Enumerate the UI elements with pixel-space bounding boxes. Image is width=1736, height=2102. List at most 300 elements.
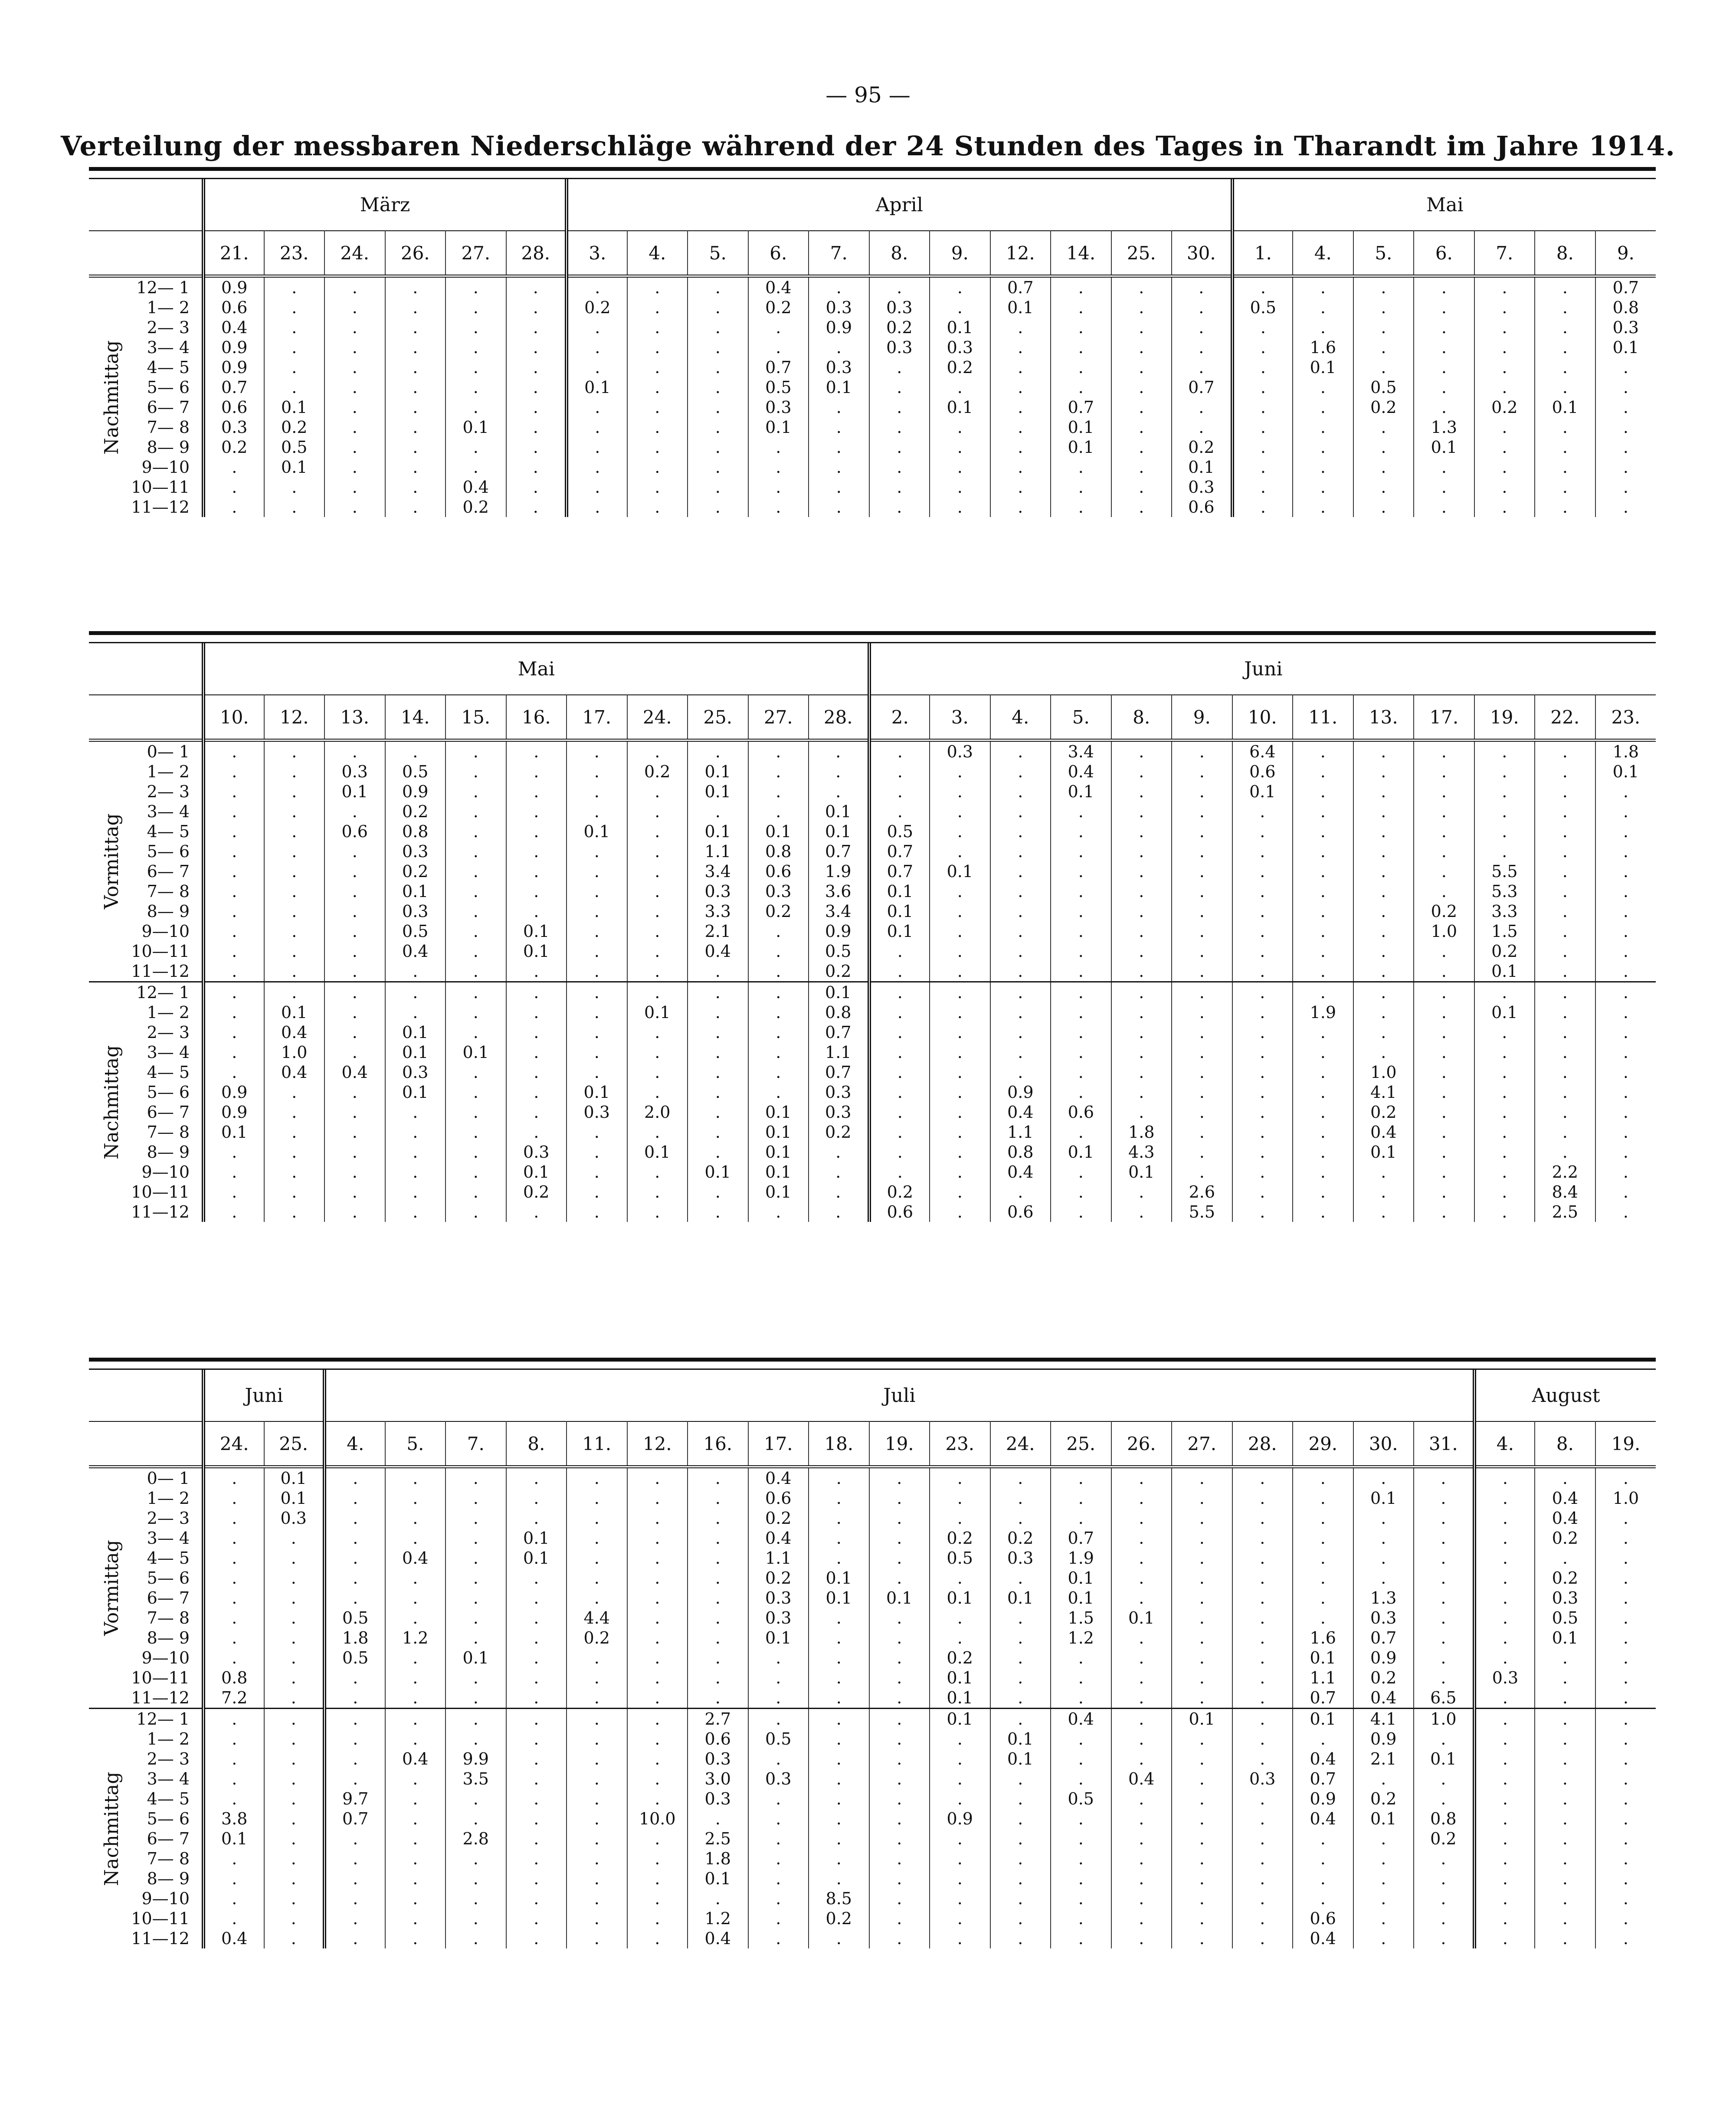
value-cell: . (203, 457, 264, 477)
value-cell: . (1232, 1628, 1293, 1648)
value-cell: . (385, 357, 446, 377)
value-cell: . (264, 1142, 325, 1162)
value-cell: . (567, 1202, 627, 1222)
value-cell: . (688, 1588, 748, 1608)
value-cell: . (445, 762, 506, 782)
period-label: Nachmittag (101, 1771, 123, 1886)
value-cell: . (445, 1022, 506, 1042)
value-cell: . (1111, 1488, 1172, 1508)
table-row (89, 982, 1656, 1003)
value-cell: . (869, 740, 930, 762)
value-cell: . (627, 497, 688, 517)
value-cell: . (203, 1202, 264, 1222)
value-cell: 0.7 (809, 1022, 869, 1042)
value-cell: 0.1 (506, 921, 567, 941)
value-cell: . (1111, 1467, 1172, 1489)
value-cell: . (1623, 1729, 1628, 1748)
value-cell: 0.2 (1353, 1102, 1414, 1122)
value-cell: . (627, 1608, 688, 1628)
month-header: Juli (324, 1370, 1474, 1421)
value-cell: 0.1 (1232, 782, 1293, 802)
value-cell: . (264, 477, 325, 497)
value-cell: . (748, 762, 809, 782)
value-cell: 3.3 (1474, 901, 1535, 921)
value-cell: . (990, 1467, 1051, 1489)
day-header: 5. (1051, 695, 1111, 740)
value-cell: . (1623, 1509, 1628, 1528)
value-cell: . (1293, 802, 1353, 822)
value-cell: 8.5 (809, 1889, 869, 1909)
value-cell: . (869, 762, 930, 782)
value-cell: 0.1 (1293, 1648, 1353, 1668)
value-cell: . (445, 337, 506, 357)
value-cell: . (567, 1568, 627, 1588)
value-cell: . (445, 1528, 506, 1548)
value-cell: . (567, 802, 627, 822)
value-cell: . (809, 477, 869, 497)
value-cell: 0.9 (385, 782, 446, 802)
value-cell: . (1623, 438, 1628, 457)
value-cell: . (1414, 1769, 1474, 1789)
value-cell: . (203, 1869, 264, 1889)
value-cell: . (1293, 457, 1353, 477)
day-header: 27. (445, 231, 506, 276)
value-cell: . (1414, 1568, 1474, 1588)
value-cell: 0.3 (869, 298, 930, 318)
table-row (89, 802, 1656, 822)
table-row (89, 318, 1656, 337)
value-cell: . (324, 841, 385, 861)
table-row (89, 740, 1656, 762)
table-row (89, 1142, 1656, 1162)
value-cell: . (990, 477, 1051, 497)
value-cell: . (748, 961, 809, 982)
value-cell: . (1293, 1488, 1353, 1508)
value-cell: . (1623, 1043, 1628, 1062)
value-cell: . (1172, 1528, 1232, 1548)
value-cell: . (264, 1688, 325, 1709)
hour-label: 6— 7 (89, 861, 203, 881)
value-cell: . (1414, 1508, 1474, 1528)
value-cell: . (1353, 1508, 1414, 1528)
value-cell: . (264, 1082, 325, 1102)
value-cell: 0.1 (809, 377, 869, 397)
value-cell: . (506, 1729, 567, 1749)
value-cell: . (627, 1122, 688, 1142)
value-cell: . (809, 1162, 869, 1182)
value-cell: 0.7 (1172, 377, 1232, 397)
value-cell: 0.7 (1293, 1769, 1353, 1789)
value-cell: . (869, 1668, 930, 1688)
day-header: 18. (809, 1421, 869, 1467)
value-cell: . (1111, 1568, 1172, 1588)
value-cell: 0.9 (1353, 1729, 1414, 1749)
value-cell: . (203, 961, 264, 982)
day-header: 17. (1414, 695, 1474, 740)
day-header: 14. (385, 695, 446, 740)
value-cell: . (203, 1022, 264, 1042)
value-cell: . (264, 1729, 325, 1749)
value-cell: . (385, 1668, 446, 1688)
value-cell: . (385, 1729, 446, 1749)
value-cell: . (930, 417, 990, 437)
value-cell: . (1535, 802, 1595, 822)
value-cell: . (1051, 1082, 1111, 1102)
value-cell: . (1172, 1789, 1232, 1809)
value-cell: 0.9 (809, 318, 869, 337)
value-cell: . (1414, 1062, 1474, 1082)
value-cell: . (264, 1789, 325, 1809)
value-cell: . (1535, 1142, 1595, 1162)
value-cell: . (324, 1668, 385, 1688)
value-cell: 1.1 (809, 1042, 869, 1062)
value-cell: . (1172, 1729, 1232, 1749)
value-cell: . (1414, 1202, 1474, 1222)
value-cell: . (567, 1688, 627, 1709)
value-cell: . (1172, 1062, 1232, 1082)
value-cell: . (990, 437, 1051, 457)
value-cell: . (1172, 762, 1232, 782)
value-cell: 4.4 (567, 1608, 627, 1628)
value-cell: 0.5 (869, 822, 930, 841)
value-cell: 0.4 (1353, 1688, 1414, 1709)
value-cell: . (688, 1568, 748, 1588)
value-cell: . (1414, 1142, 1474, 1162)
value-cell: . (1474, 1829, 1535, 1849)
value-cell: 0.3 (869, 337, 930, 357)
value-cell: . (1414, 1022, 1474, 1042)
value-cell: . (1172, 1022, 1232, 1042)
value-cell: 0.1 (1051, 1142, 1111, 1162)
value-cell: . (930, 276, 990, 298)
corner-cell (89, 1370, 203, 1421)
value-cell: . (869, 1082, 930, 1102)
value-cell: . (567, 457, 627, 477)
value-cell: . (324, 1849, 385, 1869)
value-cell: . (869, 1548, 930, 1568)
value-cell: . (203, 740, 264, 762)
value-cell: . (1293, 1062, 1353, 1082)
value-cell: . (1353, 1548, 1414, 1568)
day-header: 7. (1474, 231, 1535, 276)
value-cell: . (1474, 1528, 1535, 1548)
corner-cell (89, 231, 203, 276)
value-cell: . (445, 941, 506, 961)
value-cell: . (264, 318, 325, 337)
value-cell: 3.6 (809, 881, 869, 901)
page-number: — 95 — (825, 82, 911, 108)
value-cell: . (324, 337, 385, 357)
value-cell: 0.5 (1535, 1608, 1595, 1628)
value-cell: . (1414, 740, 1474, 762)
value-cell: . (869, 1869, 930, 1889)
value-cell: . (688, 1182, 748, 1202)
value-cell: 0.1 (264, 457, 325, 477)
corner-cell (89, 643, 203, 695)
value-cell: 0.2 (567, 1628, 627, 1648)
value-cell: . (445, 822, 506, 841)
value-cell: 0.1 (1051, 782, 1111, 802)
value-cell: . (1051, 881, 1111, 901)
value-cell: . (1623, 1809, 1628, 1828)
value-cell: . (445, 377, 506, 397)
value-cell: . (385, 1909, 446, 1928)
value-cell: 1.0 (264, 1042, 325, 1062)
value-cell: . (445, 782, 506, 802)
value-cell: . (324, 1102, 385, 1122)
value-cell: 0.4 (203, 318, 264, 337)
value-cell: . (1111, 397, 1172, 417)
value-cell: 0.1 (445, 1042, 506, 1062)
value-cell: . (1623, 1909, 1628, 1928)
value-cell: . (1172, 1548, 1232, 1568)
value-cell: . (385, 1809, 446, 1829)
value-cell: 0.1 (748, 1142, 809, 1162)
value-cell: . (688, 397, 748, 417)
hour-label: 7— 8 (89, 881, 203, 901)
hour-label: 1— 2 (89, 1488, 203, 1508)
value-cell: 0.2 (809, 961, 869, 982)
value-cell: 0.4 (1293, 1809, 1353, 1829)
value-cell: . (1232, 1202, 1293, 1222)
value-cell: 0.8 (990, 1142, 1051, 1162)
value-cell: . (869, 1849, 930, 1869)
value-cell: . (869, 1809, 930, 1829)
value-cell: . (506, 1508, 567, 1528)
value-cell: . (203, 881, 264, 901)
value-cell: 0.1 (869, 901, 930, 921)
value-cell: . (1535, 1889, 1595, 1909)
value-cell: 1.5 (1474, 921, 1535, 941)
value-cell: . (1051, 1182, 1111, 1202)
value-cell: . (506, 1869, 567, 1889)
value-cell: . (930, 1608, 990, 1628)
value-cell: . (264, 982, 325, 1003)
value-cell: . (1474, 457, 1535, 477)
value-cell: . (1474, 1467, 1535, 1489)
value-cell: . (567, 1122, 627, 1142)
value-cell: . (1414, 1528, 1474, 1548)
value-cell: . (385, 1202, 446, 1222)
value-cell: 0.1 (869, 881, 930, 901)
value-cell: . (385, 377, 446, 397)
value-cell: . (324, 417, 385, 437)
day-header: 12. (627, 1421, 688, 1467)
value-cell: . (445, 357, 506, 377)
table-row (89, 861, 1656, 881)
value-cell: . (627, 1829, 688, 1849)
value-cell: . (1535, 276, 1595, 298)
value-cell: . (445, 1122, 506, 1142)
value-cell: 0.3 (809, 357, 869, 377)
value-cell: . (990, 357, 1051, 377)
value-cell: . (809, 1467, 869, 1489)
value-cell: . (324, 961, 385, 982)
value-cell: . (990, 1889, 1051, 1909)
value-cell: . (1293, 1849, 1353, 1869)
value-cell: . (1414, 822, 1474, 841)
value-cell: . (385, 417, 446, 437)
hour-label: 4— 5 (89, 1548, 203, 1568)
value-cell: . (1111, 861, 1172, 881)
value-cell: . (748, 1749, 809, 1769)
value-cell: 3.4 (1051, 740, 1111, 762)
precipitation-table (89, 1370, 1656, 1948)
value-cell: 0.7 (869, 861, 930, 881)
value-cell: . (1474, 1849, 1535, 1869)
value-cell: . (809, 1749, 869, 1769)
value-cell: . (445, 1688, 506, 1709)
value-cell: . (1623, 802, 1628, 821)
value-cell: . (1535, 1022, 1595, 1042)
value-cell: 0.2 (869, 318, 930, 337)
value-cell: . (748, 1789, 809, 1809)
day-header: 24. (990, 1421, 1051, 1467)
value-cell: . (1623, 1889, 1628, 1908)
value-cell: . (445, 921, 506, 941)
value-cell: . (1051, 477, 1111, 497)
value-cell: . (1414, 477, 1474, 497)
table-row (89, 1062, 1656, 1082)
value-cell: . (627, 1488, 688, 1508)
value-cell: 0.4 (1535, 1508, 1595, 1528)
value-cell: . (445, 1869, 506, 1889)
value-cell: . (627, 1082, 688, 1102)
value-cell: . (869, 1709, 930, 1729)
hour-label: 8— 9 (89, 901, 203, 921)
value-cell: . (1172, 1769, 1232, 1789)
value-cell: . (1111, 1588, 1172, 1608)
day-header: 9. (1595, 231, 1656, 276)
day-header: 24. (627, 695, 688, 740)
value-cell: . (688, 1488, 748, 1508)
value-cell: . (506, 1102, 567, 1122)
value-cell: . (203, 1709, 264, 1729)
value-cell: . (688, 1809, 748, 1829)
value-cell: . (203, 1528, 264, 1548)
value-cell: . (1535, 1849, 1595, 1869)
value-cell: 1.1 (990, 1122, 1051, 1142)
hour-label: 10—11 (89, 941, 203, 961)
value-cell: 0.3 (385, 901, 446, 921)
value-cell: . (1535, 1042, 1595, 1062)
day-header: 16. (506, 695, 567, 740)
value-cell: . (1623, 418, 1628, 437)
day-header: 28. (1232, 1421, 1293, 1467)
value-cell: . (264, 1829, 325, 1849)
value-cell: . (445, 1467, 506, 1489)
value-cell: . (688, 1102, 748, 1122)
value-cell: 0.1 (385, 881, 446, 901)
value-cell: . (1623, 1648, 1628, 1667)
value-cell: 0.4 (203, 1928, 264, 1948)
value-cell: . (1172, 861, 1232, 881)
value-cell: 0.6 (203, 298, 264, 318)
month-header: März (203, 179, 567, 231)
value-cell: . (748, 921, 809, 941)
value-cell: . (567, 1142, 627, 1162)
value-cell: 0.5 (324, 1608, 385, 1628)
value-cell: 0.6 (1293, 1909, 1353, 1928)
hour-label: 10—11 (89, 477, 203, 497)
value-cell: . (1535, 298, 1595, 318)
value-cell: 9.9 (445, 1749, 506, 1769)
value-cell: . (869, 1022, 930, 1042)
value-cell: . (445, 298, 506, 318)
value-cell: . (930, 1202, 990, 1222)
value-cell: . (264, 740, 325, 762)
value-cell: . (385, 1769, 446, 1789)
value-cell: . (1232, 1749, 1293, 1769)
value-cell: . (930, 1869, 990, 1889)
value-cell: . (1293, 1608, 1353, 1628)
value-cell: . (324, 1688, 385, 1709)
value-cell: . (930, 1829, 990, 1849)
value-cell: . (203, 1608, 264, 1628)
value-cell: . (1414, 1588, 1474, 1608)
value-cell: . (1293, 921, 1353, 941)
value-cell: . (1051, 1688, 1111, 1709)
value-cell: . (627, 1849, 688, 1869)
value-cell: . (1172, 881, 1232, 901)
value-cell: . (1535, 1789, 1595, 1809)
value-cell: . (1051, 1042, 1111, 1062)
value-cell: . (869, 1749, 930, 1769)
value-cell: . (1051, 1202, 1111, 1222)
value-cell: . (445, 1729, 506, 1749)
value-cell: . (264, 921, 325, 941)
value-cell: . (445, 318, 506, 337)
day-header: 12. (264, 695, 325, 740)
value-cell: . (930, 1022, 990, 1042)
value-cell: 0.1 (445, 417, 506, 437)
value-cell: . (627, 1769, 688, 1789)
value-cell: . (506, 1082, 567, 1102)
value-cell: . (1535, 497, 1595, 517)
value-cell: 0.4 (385, 1548, 446, 1568)
value-cell: . (1232, 1889, 1293, 1909)
value-cell: 0.1 (264, 397, 325, 417)
value-cell: . (1414, 961, 1474, 982)
hour-label: 3— 4 (89, 1042, 203, 1062)
value-cell: . (385, 1789, 446, 1809)
value-cell: . (1353, 1467, 1414, 1489)
value-cell: . (1293, 1568, 1353, 1588)
value-cell: . (506, 337, 567, 357)
value-cell: . (445, 1809, 506, 1829)
table-row (89, 1488, 1656, 1508)
table-row (89, 457, 1656, 477)
value-cell: . (1414, 1909, 1474, 1928)
value-cell: . (1232, 457, 1293, 477)
value-cell: 0.1 (506, 941, 567, 961)
value-cell: 0.1 (506, 1548, 567, 1568)
value-cell: . (1293, 1467, 1353, 1489)
value-cell: . (567, 881, 627, 901)
value-cell: . (1051, 1488, 1111, 1508)
value-cell: . (1111, 762, 1172, 782)
table-row (89, 1928, 1656, 1948)
value-cell: . (324, 1889, 385, 1909)
value-cell: . (264, 1202, 325, 1222)
value-cell: . (1623, 1688, 1628, 1707)
value-cell: . (1353, 740, 1414, 762)
hour-label: 2— 3 (89, 1022, 203, 1042)
table-row (89, 941, 1656, 961)
value-cell: 0.1 (990, 298, 1051, 318)
table-row (89, 1588, 1656, 1608)
value-cell: . (1353, 961, 1414, 982)
